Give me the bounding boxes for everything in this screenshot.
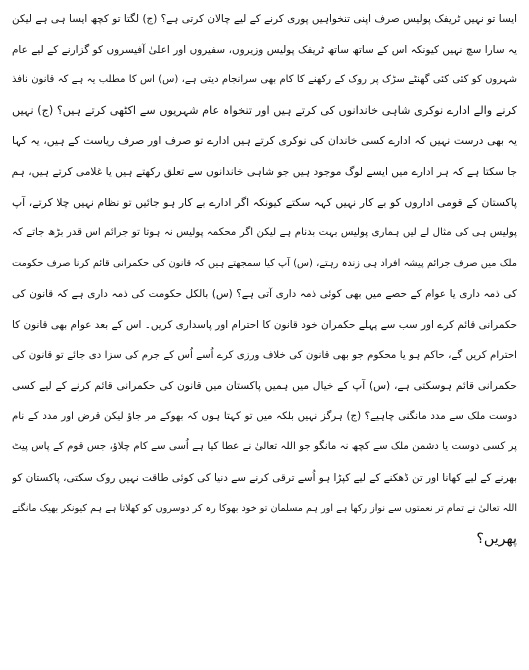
text-line-5: یہ بھی درست نہیں کہ ادارے کسی خاندان کی نوکری کرتے ہیں ادارے تو صرف اور صرف ریاست کے ہیں، یہ کہا <box>12 134 517 148</box>
text-line-11: حکمرانی قائم کرے اور سب سے پہلے حکمران خود قانون کا احترام اور پاسداری کریں۔ اس کے بعد عوام بھی قانون کا <box>12 318 517 331</box>
text-line-13: حکمرانی قائم ہوسکتی ہے، (س) آپ کے خیال میں ہمیں پاکستان میں قانون کی حکمرانی قائم کرنے کے لیے کسی <box>12 380 517 393</box>
text-line-18: پھریں؟ <box>476 531 517 548</box>
text-line-15: پر کسی دوست یا دشمن ملک سے کچھ نہ مانگو جو اللہ تعالیٰ نے عطا کیا ہے اُسی سے کام چلاؤ، جس قوم کے پاس پیٹ <box>12 441 517 453</box>
text-line-17: اللہ تعالیٰ نے تمام تر نعمتوں سے نواز رکھا ہے اور ہم مسلمان تو خود بھوکا رہ کر دوسروں کو کھلاتا ہے ہم کیونکر بھیک مانگتے <box>12 502 517 514</box>
text-line-12: احترام کریں گے، حاکم ہو یا محکوم جو بھی قانون کی خلاف ورزی کرے اُسے اُس کے جرم کی سزا دی جائے تو قانون کی <box>12 349 517 361</box>
text-line-16: بھرنے کے لیے کھانا اور تن ڈھکنے کے لیے کپڑا ہو اُسے ترقی کرنے سے دنیا کی کوئی طاقت نہیں روک سکتی، پاکستان کو <box>12 471 517 484</box>
text-line-14: دوست ملک سے مدد مانگنی چاہیے؟ (ج) ہرگز نہیں بلکہ میں تو کہتا ہوں کہ بھوکے مر جاؤ لیکن قرض اور مدد کے نام <box>12 410 517 422</box>
text-line-2: یہ سارا سچ نہیں کیونکہ اس کے ساتھ ساتھ ٹریفک پولیس وزیروں، سفیروں اور اعلیٰ آفیسروں کو گزارنے کے لیے عام <box>12 43 517 56</box>
article-body <box>12 4 517 555</box>
text-line-6: جا سکتا ہے کہ ہر ادارے میں ایسے لوگ موجود ہیں جو شاہی خاندانوں سے تعلق رکھتے ہیں یا غلامی کرتے ہیں، ہم <box>12 165 517 178</box>
text-line-7: پاکستان کے قومی اداروں کو بے کار نہیں کہہ سکتے کیونکہ اگر ادارے بے کار ہو جائیں تو نظام نہیں چلا کرتے، آپ <box>12 195 517 209</box>
text-line-10: کی ذمہ داری یا عوام کے حصے میں بھی کوئی ذمہ داری آتی ہے؟ (س) بالکل حکومت کی ذمہ داری ہے کہ قانون کی <box>12 288 517 301</box>
text-line-3: شہروں کو کئی کئی گھنٹے سڑک پر روک کے رکھنے کا کام بھی سرانجام دیتی ہے، (س) اس کا مطلب یہ ہے کہ قانون نافذ <box>12 74 517 86</box>
text-line-1: ایسا تو نہیں ٹریفک پولیس صرف اپنی تنخواہیں پوری کرنے کے لیے چالان کرتی ہے؟ (ج) لگتا تو کچھ ایسا ہی ہے لیکن <box>12 13 517 25</box>
text-line-4: کرنے والے ادارے نوکری شاہی خاندانوں کی کرتے ہیں اور تنخواہ عام شہریوں سے اکٹھی کرتے ہیں؟ (ج) نہیں <box>12 103 517 117</box>
text-line-8: پولیس ہی کی مثال لے لیں ہماری پولیس بہت بدنام ہے لیکن اگر محکمہ پولیس نہ ہوتا تو جرائم اس قدر بڑھ جاتے کہ <box>12 227 517 239</box>
text-line-9: ملک میں صرف جرائم پیشہ افراد ہی زندہ رہتے، (س) آپ کیا سمجھتے ہیں کہ قانون کی حکمرانی قائم کرنا صرف حکومت <box>12 257 517 269</box>
